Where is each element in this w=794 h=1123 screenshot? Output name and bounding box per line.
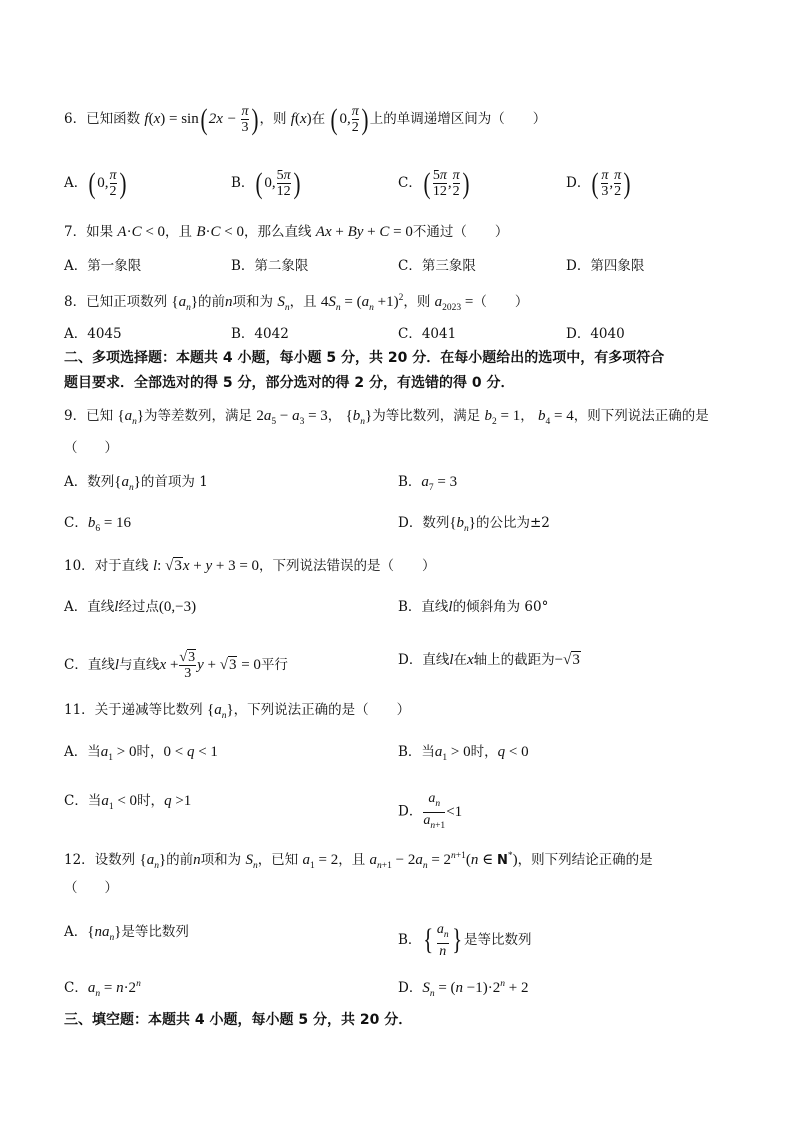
q6-option-d: D．( $\frac{\pi}{3}$ , $\frac{\pi}{2}$ ) [566,166,631,200]
section-2-heading-cont: 题目要求．全部选对的得 5 分，部分选对的得 2 分，有选错的得 0 分． [64,375,515,391]
q7-option-c: C．第三象限 [398,258,476,274]
q12-option-c: C．$a_n = n\cdot 2^n$ [64,979,141,999]
q10-option-a: A．直线l经过点(0,−3) [64,599,197,615]
q10-option-c: C．直线l与直线x + $\frac{√3}{3}$ y + √3 = 0平行 [64,650,288,681]
q6-interval: ( 0, $\frac{\pi}{2}$ ) [330,102,369,136]
q6-option-b: B．( 0, $\frac{5\pi}{12}$ ) [231,166,301,200]
q10-stem: 10．对于直线 l: √3x + y + 3 = 0，下列说法错误的是（ ） [64,558,436,574]
q9-option-c: C．$b_6 = 16$ [64,515,132,534]
q9-option-d: D．数列$\{b_n\}$的公比为±2 [398,515,550,534]
q8-stem: 8．已知正项数列 $\{a_n\}$的前n项和为 $S_n$，且 $4S_n = (a_n +1)^2$，则 $a_{2023}$ =（ ） [64,293,529,313]
section-2-heading: 二、多项选择题：本题共 4 小题，每小题 5 分，共 20 分．在每小题给出的选项中，有多项符合 [64,350,665,366]
q11-option-c: C．当$a_1 < 0$时，q >1 [64,793,192,812]
q9-paren: （ ） [64,440,118,456]
q7-option-d: D．第四象限 [566,258,645,274]
section-3-heading: 三、填空题：本题共 4 小题，每小题 5 分，共 20 分． [64,1012,413,1028]
q12-paren: （ ） [64,880,118,896]
q6-option-a: A．( 0, $\frac{\pi}{2}$ ) [64,166,127,200]
q11-option-a: A．当$a_1 > 0$时，0 < q < 1 [64,744,218,763]
q9-option-b: B．$a_7 = 3$ [398,474,458,493]
q9-option-a: A．数列$\{a_n\}$的首项为 1 [64,474,208,493]
q7-option-a: A．第一象限 [64,258,142,274]
q10-option-b: B．直线l的倾斜角为 60° [398,599,549,615]
q10-option-d: D．直线l在x轴上的截距为−√3 [398,652,580,668]
q12-stem: 12．设数列 $\{a_n\}$的前n项和为 $S_n$，已知 $a_1 = 2$，且 $a_{n+1} - 2a_n = 2^{n+1}(n$ ∈ N*)，则下列结论正确的是 [64,851,653,871]
q9-stem: 9．已知 $\{a_n\}$为等差数列，满足 $2a_5 - a_3 = 3$， $\{b_n\}$为等比数列，满足 $b_2 = 1$， $b_4 = 4$，则下列说法正确的是 [64,408,709,427]
q12-option-b: B．{ $\frac{a_n}{n}$ } 是等比数列 [398,922,532,959]
q11-option-d: D． $\frac{a_n}{a_{n+1}}$ <1 [398,791,462,834]
q6-function: f(x) = sin( 2x − $\frac{\pi}{3}$ ) [144,102,258,136]
q8-option-d: D．4040 [566,326,625,342]
q8-option-a: A．4045 [64,326,122,342]
q6-option-c: C．( $\frac{5\pi}{12}$ , $\frac{\pi}{2}$ ) [398,166,470,200]
q7-option-b: B．第二象限 [231,258,309,274]
q8-option-c: C．4041 [398,326,457,342]
q6-stem: 6．已知函数 f(x) = sin( 2x − $\frac{\pi}{3}$ ) ，则 f(x)在 ( 0, $\frac{\pi}{2}$ ) 上的单调递增区间为（ ） [64,102,547,136]
q12-option-d: D．$S_n = (n -1)\cdot 2^n + 2$ [398,979,529,999]
q11-option-b: B．当$a_1 > 0$时，q < 0 [398,744,529,763]
q11-stem: 11．关于递减等比数列 $\{a_n\}$，下列说法正确的是（ ） [64,702,411,721]
q12-option-a: A．$\{na_n\}$是等比数列 [64,924,189,943]
q7-stem: 7．如果 A·C < 0，且 B·C < 0，那么直线 Ax + By + C = 0不通过（ ） [64,224,509,240]
q8-option-b: B．4042 [231,326,289,342]
